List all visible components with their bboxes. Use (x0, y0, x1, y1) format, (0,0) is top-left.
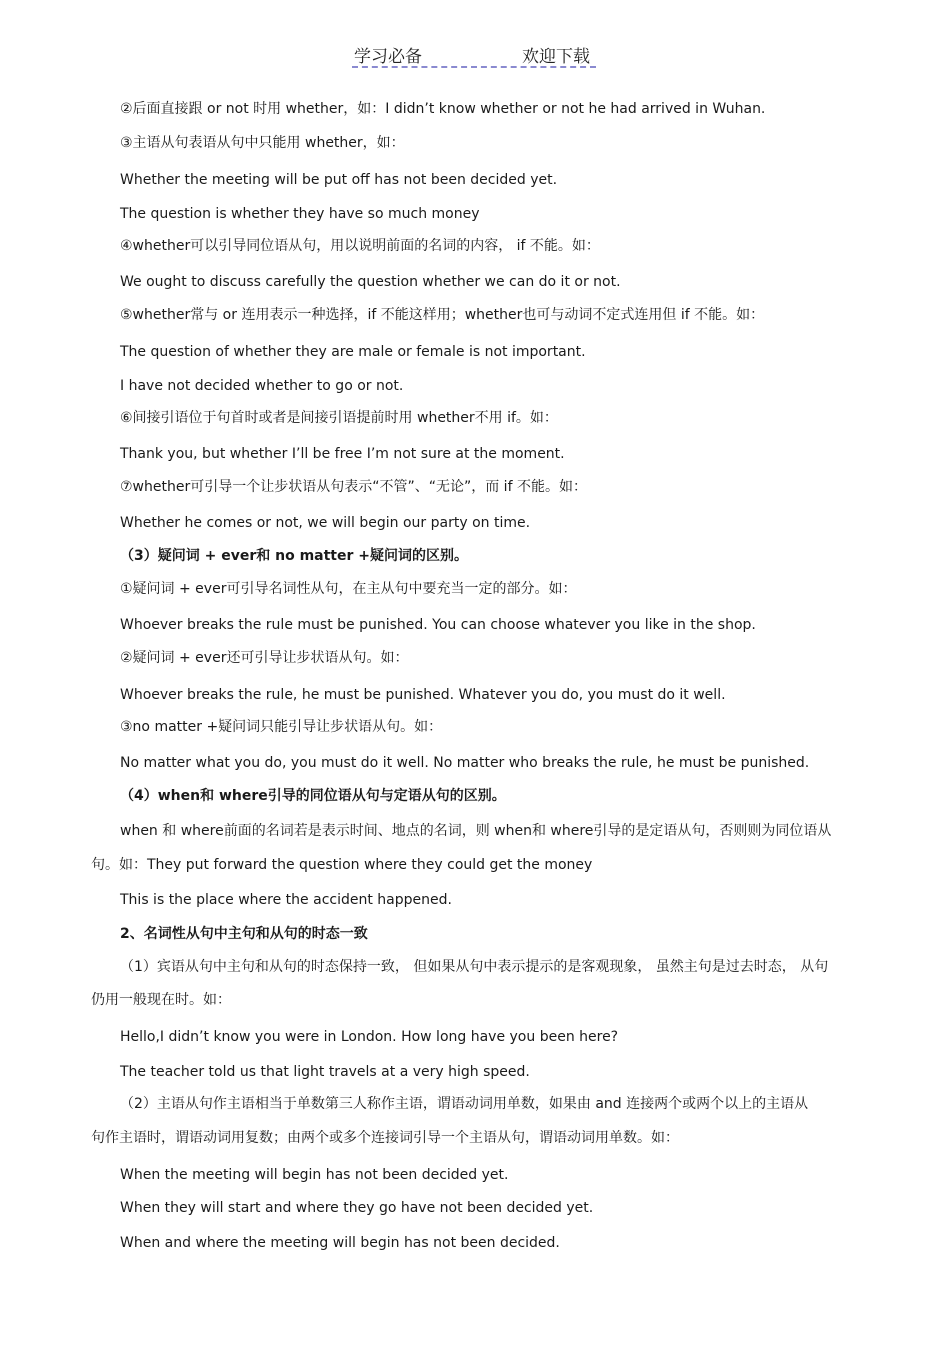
text-line: （1）宾语从句中主句和从句的时态保持一致， 但如果从句中表示提示的是客观现象， 虽然主句是过去时态， 从句 (120, 959, 829, 975)
text-line: When and where the meeting will begin has not been decided. (120, 1235, 560, 1251)
section-heading: 2、名词性从句中主句和从句的时态一致 (120, 926, 368, 942)
text-line: When they will start and where they go have not been decided yet. (120, 1200, 594, 1216)
text-line: ⑤whether常与 or 连用表示一种选择，if 不能这样用；whether也可与动词不定式连用但 if 不能。如： (120, 307, 765, 323)
text-line: ③no matter +疑问词只能引导让步状语从句。如： (120, 719, 443, 735)
text-line: when 和 where前面的名词若是表示时间、地点的名词，则 when和 where引导的是定语从句，否则则为同位语从 (120, 823, 832, 839)
header-left-text: 学习必备 (354, 47, 422, 67)
text-line: Whether he comes or not, we will begin our party on time. (120, 515, 531, 531)
text-line: Whoever breaks the rule, he must be punished. Whatever you do, you must do it well. (120, 687, 726, 703)
text-line: ②疑问词 + ever还可引导让步状语从句。如： (120, 650, 409, 666)
text-line: We ought to discuss carefully the question whether we can do it or not. (120, 274, 621, 290)
text-line: ⑦whether可引导一个让步状语从句表示“不管”、“无论”，而 if 不能。如： (120, 479, 587, 495)
text-line: ③主语从句表语从句中只能用 whether，如： (120, 135, 405, 151)
text-line: When the meeting will begin has not been decided yet. (120, 1167, 509, 1183)
text-line: The teacher told us that light travels at a very high speed. (120, 1064, 530, 1080)
text-line: ⑥间接引语位于句首时或者是间接引语提前时用 whether不用 if。如： (120, 410, 558, 426)
text-line: ①疑问词 + ever可引导名词性从句，在主从句中要充当一定的部分。如： (120, 581, 577, 597)
text-line: Whoever breaks the rule must be punished. You can choose whatever you like in the shop. (120, 617, 756, 633)
text-line: 仍用一般现在时。如： (91, 992, 231, 1008)
text-line: This is the place where the accident happened. (120, 892, 452, 908)
text-line: ②后面直接跟 or not 时用 whether，如：I didn’t know whether or not he had arrived in Wuhan. (120, 101, 766, 117)
text-line: No matter what you do, you must do it well. No matter who breaks the rule, he must be punished. (120, 755, 810, 771)
text-line: The question is whether they have so much money (120, 206, 480, 222)
page-header (352, 40, 596, 68)
header-right-text: 欢迎下载 (522, 47, 590, 67)
text-line: Thank you, but whether I’ll be free I’m not sure at the moment. (120, 446, 565, 462)
section-heading: （3）疑问词 + ever和 no matter +疑问词的区别。 (120, 548, 468, 564)
section-heading: （4）when和 where引导的同位语从句与定语从句的区别。 (120, 788, 506, 804)
text-line: 句作主语时，谓语动词用复数；由两个或多个连接词引导一个主语从句，谓语动词用单数。如： (91, 1130, 679, 1146)
text-line: Hello,I didn’t know you were in London. How long have you been here? (120, 1029, 619, 1045)
text-line: 句。如：They put forward the question where they could get the money (91, 857, 593, 873)
text-line: ④whether可以引导同位语从句，用以说明前面的名词的内容， if 不能。如： (120, 238, 600, 254)
text-line: Whether the meeting will be put off has not been decided yet. (120, 172, 558, 188)
text-line: （2）主语从句作主语相当于单数第三人称作主语，谓语动词用单数，如果由 and 连接两个或两个以上的主语从 (120, 1096, 809, 1112)
text-line: I have not decided whether to go or not. (120, 378, 404, 394)
text-line: The question of whether they are male or female is not important. (120, 344, 586, 360)
